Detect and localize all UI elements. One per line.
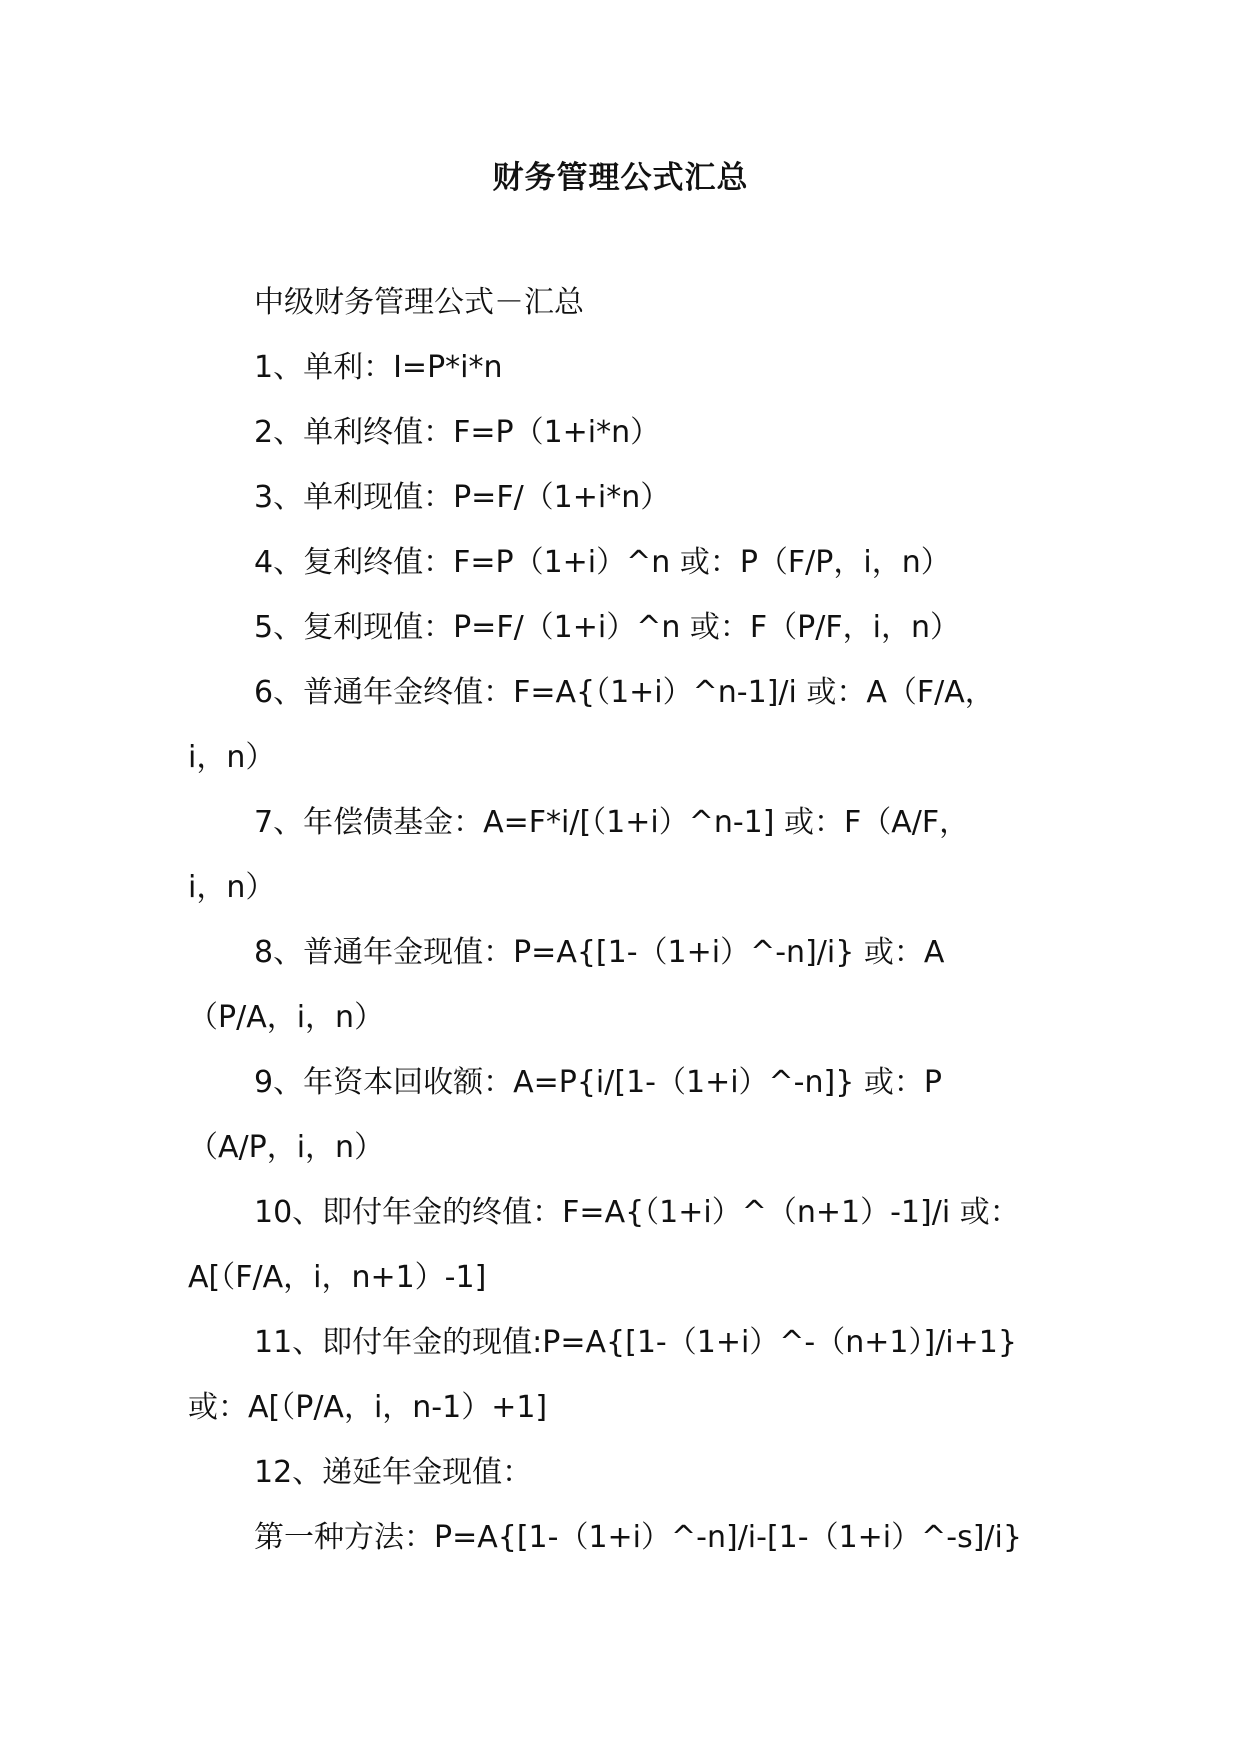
paragraph-text: 4、复利终值：F=P（1+i）^n 或：P（F/P，i，n） xyxy=(254,545,951,580)
formula-paragraph xyxy=(188,1180,1068,1310)
page-title: 财务管理公式汇总 xyxy=(492,160,749,196)
paragraph-continuation: （P/A，i，n） xyxy=(188,1000,385,1035)
paragraph-continuation: i，n） xyxy=(188,740,276,775)
paragraph-continuation: 或：A[（P/A，i，n-1）+1] xyxy=(188,1390,548,1425)
formula-paragraph xyxy=(188,530,1068,595)
paragraph-continuation: i，n） xyxy=(188,870,276,905)
formula-paragraph xyxy=(188,335,1068,400)
paragraph-text: 10、即付年金的终值：F=A{（1+i）^（n+1）-1]/i 或： xyxy=(254,1195,1020,1230)
paragraph-text: 11、即付年金的现值:P=A{[1-（1+i）^-（n+1）]/i+1} xyxy=(254,1325,1017,1360)
formula-paragraph xyxy=(188,920,1068,1050)
formula-paragraph xyxy=(188,790,1068,920)
paragraph-text: 中级财务管理公式－汇总 xyxy=(254,285,584,320)
formula-paragraph xyxy=(188,1050,1068,1180)
formula-paragraph xyxy=(188,595,1068,660)
formula-paragraph xyxy=(188,1310,1068,1440)
paragraph-text: 5、复利现值：P=F/（1+i）^n 或：F（P/F，i，n） xyxy=(254,610,960,645)
paragraph-text: 2、单利终值：F=P（1+i*n） xyxy=(254,415,661,450)
paragraph-text: 8、普通年金现值：P=A{[1-（1+i）^-n]/i} 或：A xyxy=(254,935,945,970)
paragraph-text: 7、年偿债基金：A=F*i/[（1+i）^n-1] 或：F（A/F， xyxy=(254,805,970,840)
formula-list xyxy=(188,270,1068,1570)
formula-paragraph xyxy=(188,660,1068,790)
subtitle-paragraph xyxy=(188,270,1068,335)
paragraph-text: 12、递延年金现值： xyxy=(254,1455,533,1490)
formula-paragraph xyxy=(188,1440,1068,1505)
formula-paragraph xyxy=(188,465,1068,530)
formula-paragraph xyxy=(188,400,1068,465)
paragraph-text: 3、单利现值：P=F/（1+i*n） xyxy=(254,480,671,515)
formula-paragraph xyxy=(188,1505,1068,1570)
paragraph-continuation: （A/P，i，n） xyxy=(188,1130,385,1165)
paragraph-text: 6、普通年金终值：F=A{（1+i）^n-1]/i 或：A（F/A， xyxy=(254,675,995,710)
paragraph-continuation: A[（F/A，i，n+1）-1] xyxy=(188,1260,487,1295)
paragraph-text: 第一种方法：P=A{[1-（1+i）^-n]/i-[1-（1+i）^-s]/i} xyxy=(254,1520,1022,1555)
paragraph-text: 9、年资本回收额：A=P{i/[1-（1+i）^-n]} 或：P xyxy=(254,1065,942,1100)
paragraph-text: 1、单利：I=P*i*n xyxy=(254,350,503,385)
